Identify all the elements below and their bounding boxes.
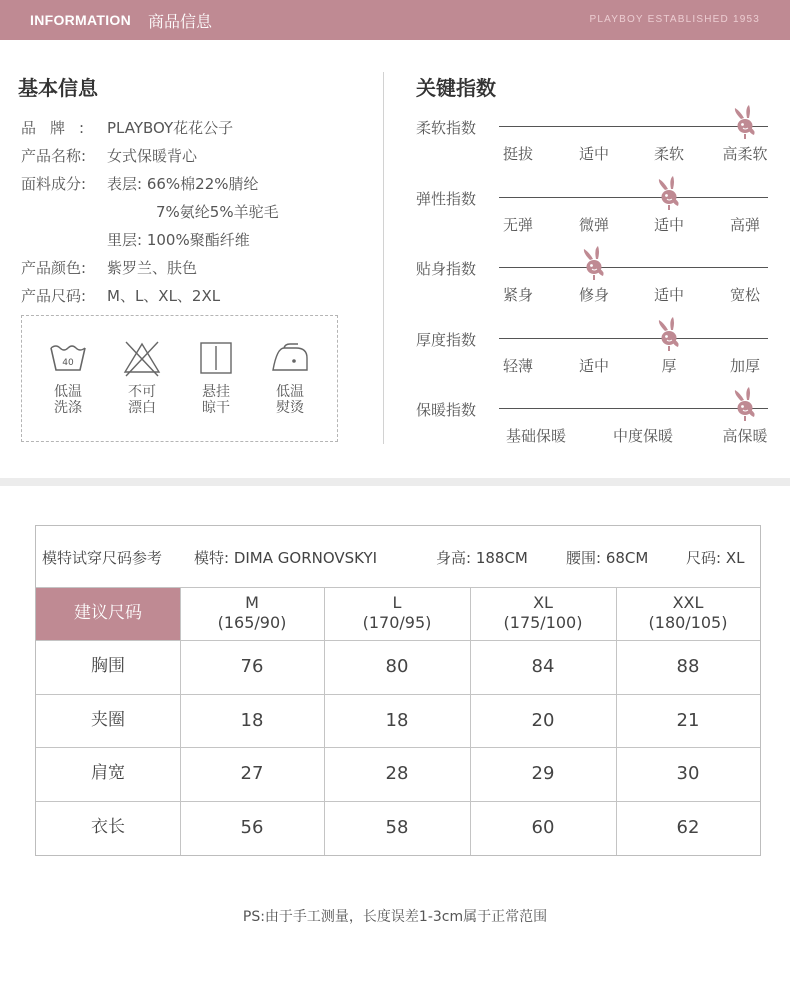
table-row-divider [36,801,760,802]
care-item-bleach [112,338,172,416]
size-spec: (180/105) [648,613,728,632]
low-iron-icon [268,338,312,378]
info-size-value: M、L、XL、2XL [107,287,221,305]
size-cell: 29 [531,763,555,784]
size-name: M [245,593,259,612]
basic-info-title: 基本信息 [18,76,98,100]
size-cell: 58 [385,817,409,838]
info-brand [21,117,233,138]
table-row-divider [36,694,760,695]
index-scale-line [499,408,768,409]
model-ref-label: 模特试穿尺码参考 [42,549,163,567]
care-instructions [21,315,338,442]
bunny-icon [732,104,758,140]
header-bar [0,0,790,40]
info-fabric [21,173,259,194]
size-table [35,525,761,856]
index-label: 柔软指数 [416,119,477,137]
care-dry-line1: 悬挂 [202,384,230,400]
index-option: 适中 [578,357,610,375]
info-name [21,145,197,166]
wash-temp: 40 [62,358,74,368]
recommended-size-header: 建议尺码 [36,587,180,640]
index-option: 中度保暖 [612,427,674,445]
care-bleach-line1: 不可 [128,384,156,400]
index-option: 厚 [661,357,677,375]
index-option: 无弹 [502,216,534,234]
info-size-label: 产品尺码: [21,287,87,305]
info-fabric-label: 面料成分: [21,175,87,193]
model-height: 身高: 188CM [436,549,528,567]
size-row-label: 肩宽 [91,763,125,783]
care-wash-line1: 低温 [54,384,82,400]
size-column-header [180,587,324,640]
size-spec: (165/90) [217,613,287,632]
size-spec: (175/100) [503,613,583,632]
size-column-header [616,587,760,640]
size-column-header [470,587,616,640]
size-name: XXL [672,593,704,612]
size-cell: 62 [676,817,700,838]
brand-established-line: PLAYBOY ESTABLISHED 1953 [589,14,760,25]
size-cell: 84 [531,656,555,677]
care-item-iron [260,338,320,416]
info-name-value: 女式保暖背心 [107,147,198,165]
table-row-divider [36,747,760,748]
table-column-divider [180,587,181,855]
table-column-divider [616,587,617,855]
bunny-icon [732,386,758,422]
index-option: 挺拔 [502,145,534,163]
size-cell: 56 [240,817,264,838]
size-cell: 18 [240,710,264,731]
model-reference-row [36,526,760,587]
key-indices-title: 关键指数 [416,76,496,100]
care-item-wash [38,338,98,416]
care-iron-line2: 熨烫 [276,400,304,416]
care-bleach-line2: 漂白 [128,400,156,416]
index-option: 适中 [653,216,685,234]
size-cell: 60 [531,817,555,838]
info-fabric-outer-1: 表层: 66%棉22%腈纶 [107,175,259,193]
measurement-note: PS:由于手工测量，长度误差1-3cm属于正常范围 [242,909,548,925]
model-waist: 腰围: 68CM [566,549,649,567]
bunny-icon [656,175,682,211]
hang-dry-icon [194,338,238,378]
bunny-icon [581,245,607,281]
size-cell: 20 [531,710,555,731]
size-name: XL [533,593,553,612]
index-option: 柔软 [653,145,685,163]
index-label: 弹性指数 [416,190,477,208]
index-option: 适中 [653,286,685,304]
bunny-icon [656,316,682,352]
care-dry-line2: 晾干 [202,400,230,416]
index-label: 厚度指数 [416,331,477,349]
index-option: 高保暖 [722,427,768,445]
header-title-en: INFORMATION [30,12,132,28]
index-option: 轻薄 [502,357,534,375]
column-divider [383,72,384,444]
index-scale-line [499,267,768,268]
index-label: 贴身指数 [416,260,477,278]
wash-40-icon [46,338,90,378]
info-fabric-inner: 里层: 100%聚酯纤维 [107,231,250,249]
size-cell: 28 [385,763,409,784]
index-label: 保暖指数 [416,401,477,419]
care-iron-line1: 低温 [276,384,304,400]
size-row-label: 衣长 [91,817,125,837]
index-option: 高柔软 [722,145,768,163]
index-option: 紧身 [502,286,534,304]
size-cell: 30 [676,763,700,784]
info-name-label: 产品名称: [21,147,87,165]
index-scale-line [499,126,768,127]
info-color-label: 产品颜色: [21,259,87,277]
section-separator [0,478,790,486]
index-option: 宽松 [729,286,761,304]
size-column-header [324,587,470,640]
size-cell: 80 [385,656,409,677]
index-scale-line [499,197,768,198]
no-bleach-icon [120,338,164,378]
size-row-label: 胸围 [91,656,125,676]
table-column-divider [470,587,471,855]
table-column-divider [324,587,325,855]
model-name: 模特: DIMA GORNOVSKYI [194,549,378,567]
info-brand-value: PLAYBOY花花公子 [107,119,234,137]
header-title-cn: 商品信息 [148,12,213,31]
size-cell: 21 [676,710,700,731]
index-option: 适中 [578,145,610,163]
index-option: 微弹 [578,216,610,234]
size-row-label: 夹圈 [91,710,125,730]
size-spec: (170/95) [362,613,432,632]
info-brand-label: 品牌: [21,119,99,137]
care-wash-line2: 洗涤 [54,400,82,416]
size-cell: 88 [676,656,700,677]
info-fabric-outer-2: 7%氨纶5%羊驼毛 [156,203,279,221]
info-color-value: 紫罗兰、肤色 [107,259,198,277]
info-size [21,285,220,306]
index-option: 基础保暖 [505,427,567,445]
index-option: 高弹 [729,216,761,234]
index-option: 加厚 [729,357,761,375]
size-cell: 18 [385,710,409,731]
care-item-dry [186,338,246,416]
table-row-divider [36,587,760,588]
index-option: 修身 [578,286,610,304]
size-cell: 76 [240,656,264,677]
size-cell: 27 [240,763,264,784]
index-scale-line [499,338,768,339]
model-size: 尺码: XL [686,549,745,567]
info-color [21,257,197,278]
table-row-divider [36,640,760,641]
size-name: L [392,593,402,612]
